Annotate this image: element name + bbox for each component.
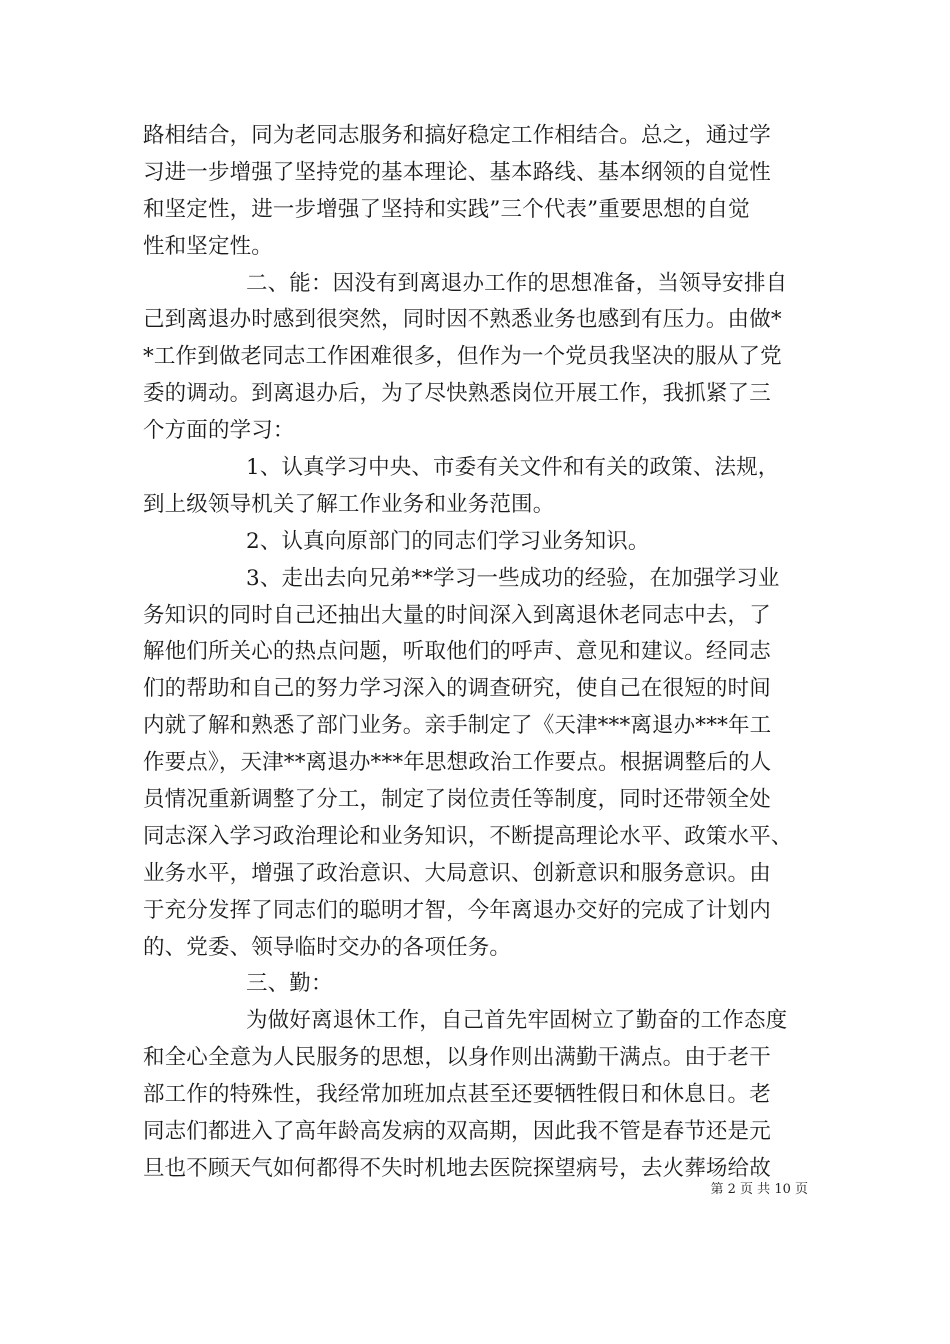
document-text-line: 三、勤： bbox=[246, 971, 333, 997]
document-text-line: 们的帮助和自己的努力学习深入的调查研究，使自己在很短的时间 bbox=[143, 676, 771, 702]
document-text-line: 作要点》，天津**离退办***年思想政治工作要点。根据调整后的人 bbox=[143, 750, 772, 776]
document-text-line: 和全心全意为人民服务的思想，以身作则出满勤干满点。由于老干 bbox=[143, 1045, 771, 1071]
document-text-line: 1、认真学习中央、市委有关文件和有关的政策、法规， bbox=[246, 455, 780, 481]
document-text-line: 和坚定性，进一步增强了坚持和实践”三个代表”重要思想的自觉 bbox=[143, 196, 750, 222]
document-text-line: 个方面的学习： bbox=[143, 418, 295, 444]
page-number-footer: 第 2 页 共 10 页 bbox=[710, 1182, 808, 1197]
document-text-line: 的、党委、领导临时交办的各项任务。 bbox=[143, 934, 512, 960]
document-text-line: 己到离退办时感到很突然，同时因不熟悉业务也感到有压力。由做* bbox=[143, 307, 782, 333]
document-text-line: 于充分发挥了同志们的聪明才智，今年离退办交好的完成了计划内 bbox=[143, 897, 771, 923]
document-text-line: 到上级领导机关了解工作业务和业务范围。 bbox=[143, 491, 555, 517]
document-text-line: 2、认真向原部门的同志们学习业务知识。 bbox=[246, 528, 650, 554]
document-text-line: 内就了解和熟悉了部门业务。亲手制定了《天津***离退办***年工 bbox=[143, 713, 772, 739]
document-text-line: 解他们所关心的热点问题，听取他们的呼声、意见和建议。经同志 bbox=[143, 639, 771, 665]
document-text-line: 习进一步增强了坚持党的基本理论、基本路线、基本纲领的自觉性 bbox=[143, 159, 771, 185]
document-text-line: 员情况重新调整了分工，制定了岗位责任等制度，同时还带领全处 bbox=[143, 787, 771, 813]
document-text-line: 务知识的同时自己还抽出大量的时间深入到离退休老同志中去，了 bbox=[143, 602, 771, 628]
document-text-line: 业务水平，增强了政治意识、大局意识、创新意识和服务意识。由 bbox=[143, 860, 771, 886]
document-text-line: 委的调动。到离退办后，为了尽快熟悉岗位开展工作，我抓紧了三 bbox=[143, 381, 771, 407]
document-text-line: 同志深入学习政治理论和业务知识，不断提高理论水平、政策水平、 bbox=[143, 823, 793, 849]
document-body bbox=[143, 118, 823, 1188]
document-text-line: 为做好离退休工作，自己首先牢固树立了勤奋的工作态度 bbox=[246, 1008, 788, 1034]
document-text-line: 3、走出去向兄弟**学习一些成功的经验，在加强学习业 bbox=[246, 565, 780, 591]
document-text-line: 性和坚定性。 bbox=[143, 233, 273, 259]
document-text-line: 旦也不顾天气如何都得不失时机地去医院探望病号，去火葬场给故 bbox=[143, 1155, 771, 1181]
document-text-line: *工作到做老同志工作困难很多，但作为一个党员我坚决的服从了党 bbox=[143, 344, 782, 370]
document-text-line: 同志们都进入了高年龄高发病的双高期，因此我不管是春节还是元 bbox=[143, 1119, 771, 1145]
document-text-line: 二、能：因没有到离退办工作的思想准备，当领导安排自 bbox=[246, 270, 788, 296]
document-text-line: 路相结合，同为老同志服务和搞好稳定工作相结合。总之，通过学 bbox=[143, 123, 771, 148]
document-text-line: 部工作的特殊性，我经常加班加点甚至还要牺牲假日和休息日。老 bbox=[143, 1082, 771, 1108]
